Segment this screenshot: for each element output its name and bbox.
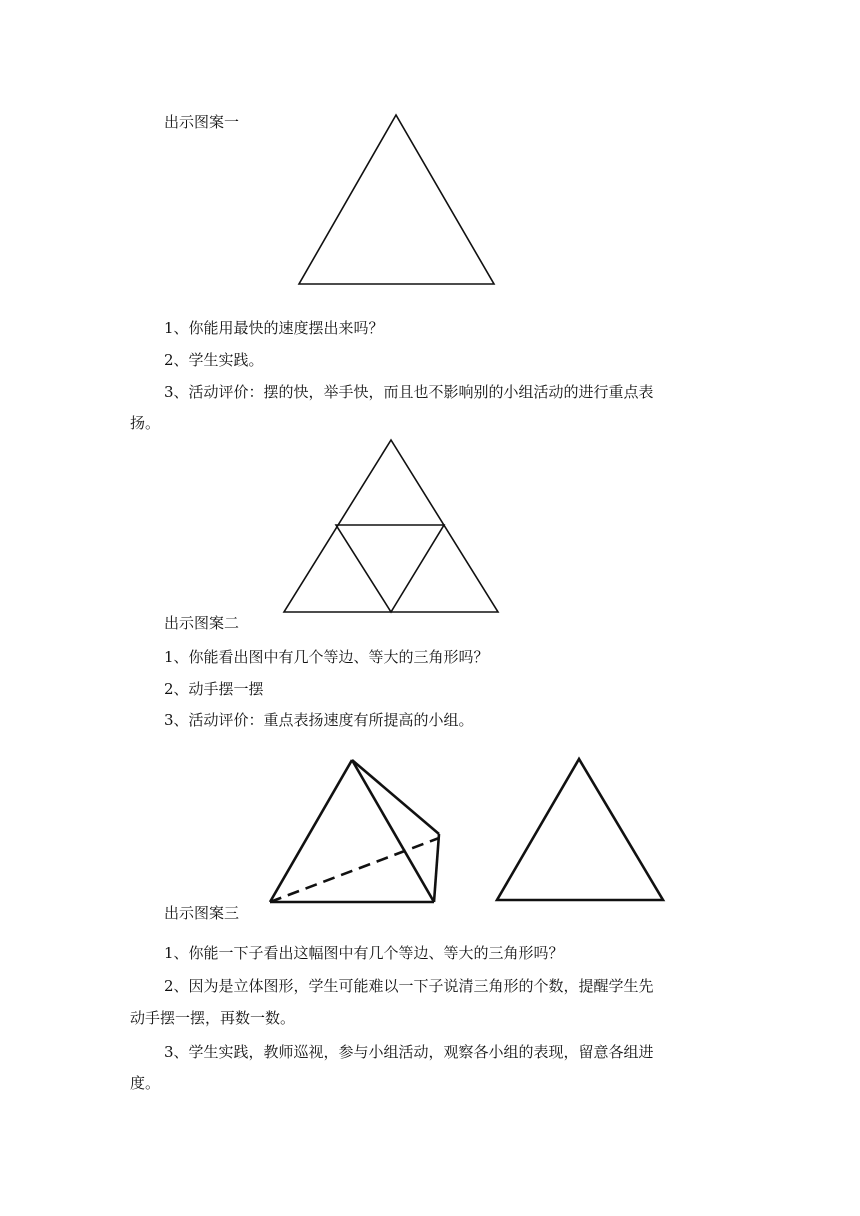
s1-item-3-continued: 扬。 xyxy=(130,414,161,432)
triangle-outline xyxy=(497,759,663,900)
s3-item-3-continued: 度。 xyxy=(130,1074,161,1092)
s1-item-3: 3、活动评价：摆的快，举手快，而且也不影响别的小组活动的进行重点表 xyxy=(164,383,654,401)
s2-item-2: 2、动手摆一摆 xyxy=(164,680,264,698)
s1-item-2: 2、学生实践。 xyxy=(164,351,264,369)
caption-pattern-2: 出示图案二 xyxy=(164,614,240,632)
caption-pattern-3: 出示图案三 xyxy=(164,904,240,922)
s3-item-3: 3、学生实践，教师巡视，参与小组活动，观察各小组的表现，留意各组进 xyxy=(164,1043,654,1061)
triangle-outline xyxy=(299,115,494,284)
edge xyxy=(270,760,352,902)
s2-item-1: 1、你能看出图中有几个等边、等大的三角形吗？ xyxy=(164,648,489,666)
hidden-edge-dashed xyxy=(270,838,439,902)
s2-item-3: 3、活动评价：重点表扬速度有所提高的小组。 xyxy=(164,711,474,729)
inner-triangle xyxy=(336,525,444,612)
edge xyxy=(352,760,434,902)
edge xyxy=(434,834,439,902)
outer-triangle xyxy=(284,440,498,612)
s3-item-2-continued: 动手摆一摆，再数一数。 xyxy=(130,1009,296,1027)
caption-pattern-1: 出示图案一 xyxy=(164,113,240,131)
s1-item-1: 1、你能用最快的速度摆出来吗？ xyxy=(164,319,384,337)
s3-item-2: 2、因为是立体图形，学生可能难以一下子说清三角形的个数，提醒学生先 xyxy=(164,977,654,995)
edge xyxy=(352,760,439,834)
s3-item-1: 1、你能一下子看出这幅图中有几个等边、等大的三角形吗？ xyxy=(164,944,564,962)
figure-tetrahedron xyxy=(262,752,452,908)
figure-four-triangles xyxy=(278,434,504,620)
figure-single-triangle xyxy=(290,108,502,290)
figure-triangle-bold xyxy=(490,752,670,908)
